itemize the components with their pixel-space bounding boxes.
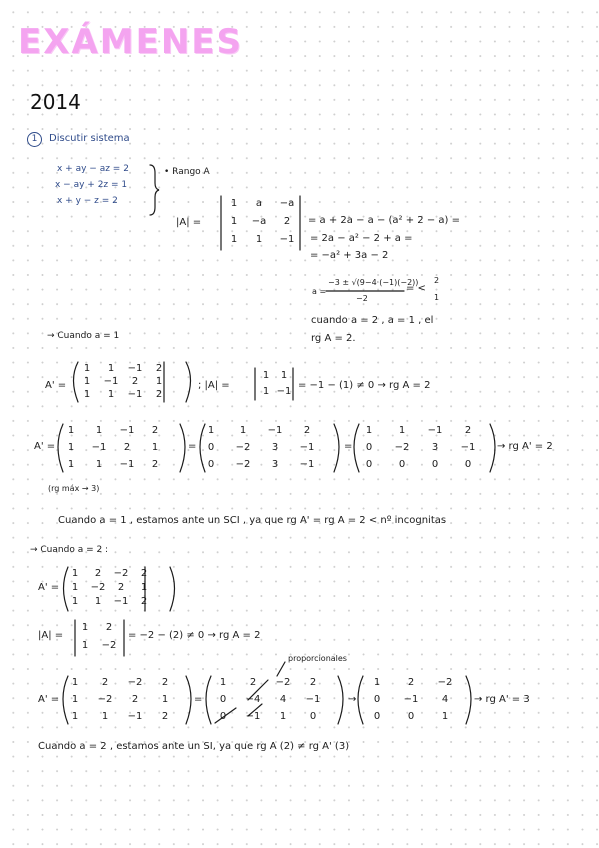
det-a-expansion-1: = a + 2a − a − (a² + 2 − a) =	[308, 215, 460, 226]
case1-equals-2: =	[344, 441, 353, 452]
det-a-cell: 1	[230, 234, 238, 245]
matrix-cell: 0	[207, 459, 215, 470]
matrix-cell: 1	[67, 459, 75, 470]
matrix-cell: 1	[151, 442, 159, 453]
matrix-cell: −2	[437, 677, 453, 688]
crossout-1	[248, 680, 268, 700]
matrix-cell: 0	[373, 711, 381, 722]
matrix-cell: 2	[464, 425, 472, 436]
det-a-cell: 1	[230, 216, 238, 227]
matrix-cell: 2	[303, 425, 311, 436]
rank-conclusion-1: cuando a = 2 , a = 1 , el	[311, 315, 434, 326]
equation-2: x − ay + 2z = 1	[55, 180, 128, 190]
matrix-cell: 1	[155, 376, 163, 387]
matrix-cell: 3	[271, 442, 279, 453]
matrix-cell: 2	[151, 425, 159, 436]
matrix-cell: −1	[299, 459, 315, 470]
matrix-cell: 2	[161, 711, 169, 722]
matrix-cell: 2	[151, 459, 159, 470]
case1-m3-paren-left	[354, 424, 359, 472]
case2-aug-label: A' =	[38, 582, 60, 593]
case1-m3-paren-right	[490, 424, 495, 472]
case2-aug-paren-left	[64, 567, 69, 611]
equation-1: x + ay − az = 2	[57, 164, 129, 174]
case2-conclusion: Cuando a = 2 , estamos ante un SI, ya que rg A (2) ≠ rg A' (3)	[38, 741, 350, 752]
matrix-cell: 1	[83, 376, 91, 387]
matrix-cell: 1	[140, 582, 148, 593]
matrix-cell: −1	[103, 376, 119, 387]
matrix-cell: −1	[299, 442, 315, 453]
det-a-label: |A| =	[176, 217, 202, 228]
quadratic-root-2: 1	[434, 293, 440, 302]
matrix-cell: −1	[276, 386, 292, 397]
matrix-cell: 1	[83, 389, 91, 400]
matrix-cell: 0	[309, 711, 317, 722]
det-a-cell: 1	[255, 234, 263, 245]
matrix-cell: 1	[81, 622, 89, 633]
det-a-expansion-2: = 2a − a² − 2 + a =	[310, 233, 413, 244]
case1-conclusion: Cuando a = 1 , estamos ante un SCI , ya que rg A' = rg A = 2 < nº incognitas	[58, 515, 447, 526]
matrix-cell: 2	[140, 568, 148, 579]
case1-heading: → Cuando a = 1	[47, 331, 120, 341]
matrix-cell: −1	[119, 459, 135, 470]
proportional-annotation: proporcionales	[288, 654, 347, 663]
crossout-3	[215, 708, 236, 723]
matrix-cell: 2	[131, 376, 139, 387]
case2-reduction-label: A' =	[38, 694, 60, 705]
matrix-cell: −1	[127, 711, 143, 722]
matrix-cell: 0	[464, 459, 472, 470]
rango-label: • Rango A	[164, 167, 210, 177]
matrix-cell: 0	[398, 459, 406, 470]
matrix-cell: 1	[71, 582, 79, 593]
system-brace	[150, 165, 159, 215]
matrix-cell: 0	[365, 442, 373, 453]
matrix-cell: 0	[365, 459, 373, 470]
matrix-cell: 2	[155, 363, 163, 374]
det-a-cell: −a	[251, 216, 267, 227]
matrix-cell: −2	[235, 459, 251, 470]
matrix-cell: −1	[127, 389, 143, 400]
matrix-cell: −2	[235, 442, 251, 453]
matrix-cell: 4	[441, 694, 449, 705]
matrix-cell: 1	[95, 459, 103, 470]
matrix-cell: 2	[249, 677, 257, 688]
case1-minor-result: = −1 − (1) ≠ 0 → rg A = 2	[298, 380, 431, 391]
matrix-cell: −4	[245, 694, 261, 705]
case1-aug-paren-left	[74, 362, 79, 402]
page-title: EXÁMENES	[18, 22, 243, 62]
matrix-cell: 1	[262, 370, 270, 381]
matrix-cell: 1	[81, 640, 89, 651]
matrix-cell: 1	[71, 677, 79, 688]
matrix-cell: −1	[119, 425, 135, 436]
proportional-pointer	[277, 662, 285, 676]
matrix-cell: 1	[95, 425, 103, 436]
matrix-cell: 1	[71, 568, 79, 579]
matrix-cell: 2	[94, 568, 102, 579]
matrix-cell: 1	[67, 442, 75, 453]
matrix-cell: 2	[105, 622, 113, 633]
matrix-cell: 0	[207, 442, 215, 453]
matrix-cell: 1	[279, 711, 287, 722]
matrix-cell: −2	[101, 640, 117, 651]
matrix-cell: −2	[113, 568, 129, 579]
matrix-cell: −2	[394, 442, 410, 453]
matrix-cell: 1	[280, 370, 288, 381]
matrix-cell: −1	[245, 711, 261, 722]
det-a-cell: 2	[283, 216, 291, 227]
case1-m1-paren-left	[58, 424, 63, 472]
year-heading: 2014	[30, 90, 81, 114]
problem-number-badge: 1	[27, 132, 42, 147]
matrix-cell: 0	[219, 694, 227, 705]
matrix-cell: −1	[403, 694, 419, 705]
case1-minor-label: ; |A| =	[198, 380, 230, 391]
det-a-cell: 1	[230, 198, 238, 209]
quadratic-lhs: a =	[312, 287, 327, 296]
matrix-cell: −2	[275, 677, 291, 688]
matrix-cell: −1	[113, 596, 129, 607]
matrix-cell: 1	[71, 711, 79, 722]
matrix-cell: −2	[90, 582, 106, 593]
case1-m2-paren-left	[200, 424, 205, 472]
det-a-cell: a	[255, 198, 263, 209]
matrix-cell: −2	[97, 694, 113, 705]
matrix-cell: 2	[155, 389, 163, 400]
matrix-cell: 0	[431, 459, 439, 470]
case1-aug-label: A' =	[45, 380, 67, 391]
matrix-cell: 1	[239, 425, 247, 436]
matrix-cell: −1	[127, 363, 143, 374]
case2-minor-result: = −2 − (2) ≠ 0 → rg A = 2	[128, 630, 261, 641]
det-a-cell: −1	[279, 234, 295, 245]
matrix-cell: 3	[271, 459, 279, 470]
matrix-cell: 2	[161, 677, 169, 688]
case2-minor-label: |A| =	[38, 630, 64, 641]
matrix-cell: 4	[279, 694, 287, 705]
problem-heading: Discutir sistema	[49, 133, 130, 144]
matrix-cell: 1	[67, 425, 75, 436]
matrix-cell: 1	[94, 596, 102, 607]
matrix-cell: 1	[207, 425, 215, 436]
matrix-cell: 1	[71, 694, 79, 705]
matrix-cell: −1	[305, 694, 321, 705]
case2-equals: =	[194, 694, 203, 705]
case1-rank-result: → rg A' = 2	[497, 441, 553, 452]
matrix-cell: 2	[140, 596, 148, 607]
matrix-cell: 1	[398, 425, 406, 436]
case2-m2-paren-left	[206, 676, 211, 724]
matrix-cell: 1	[83, 363, 91, 374]
case1-note: (rg máx → 3)	[48, 484, 100, 493]
case1-m2-paren-right	[334, 424, 339, 472]
case2-m1-paren-left	[63, 676, 68, 724]
det-a-cell: −a	[279, 198, 295, 209]
crossout-2	[248, 704, 262, 716]
matrix-cell: 0	[219, 711, 227, 722]
case1-equals-1: =	[188, 441, 197, 452]
matrix-cell: 3	[431, 442, 439, 453]
matrix-cell: 2	[101, 677, 109, 688]
case2-m3-paren-right	[466, 676, 471, 724]
matrix-cell: 0	[407, 711, 415, 722]
quadratic-root-1: 2	[434, 276, 440, 285]
matrix-cell: 1	[219, 677, 227, 688]
case2-heading: → Cuando a = 2 :	[30, 545, 109, 555]
case2-aug-paren-right	[170, 567, 175, 611]
matrix-cell: 2	[407, 677, 415, 688]
matrix-cell: 1	[107, 389, 115, 400]
matrix-cell: 2	[117, 582, 125, 593]
matrix-cell: 1	[161, 694, 169, 705]
matrix-cell: 2	[123, 442, 131, 453]
case2-m2-paren-right	[338, 676, 343, 724]
det-a-expansion-3: = −a² + 3a − 2	[310, 250, 389, 261]
matrix-cell: 1	[107, 363, 115, 374]
matrix-cell: 1	[365, 425, 373, 436]
matrix-cell: −1	[427, 425, 443, 436]
case1-m1-paren-right	[180, 424, 185, 472]
rank-conclusion-2: rg A = 2.	[311, 333, 356, 344]
quadratic-numerator: −3 ± √(9−4·(−1)(−2))	[328, 278, 419, 287]
matrix-cell: −1	[460, 442, 476, 453]
case2-rank-result: → rg A' = 3	[474, 694, 530, 705]
matrix-cell: 2	[131, 694, 139, 705]
quadratic-denominator: −2	[356, 294, 368, 303]
matrix-cell: 1	[441, 711, 449, 722]
matrix-cell: 1	[101, 711, 109, 722]
matrix-cell: −1	[267, 425, 283, 436]
case2-arrow: →	[348, 694, 357, 705]
matrix-cell: 2	[309, 677, 317, 688]
matrix-cell: −1	[91, 442, 107, 453]
matrix-cell: 0	[373, 694, 381, 705]
matrix-cell: −2	[127, 677, 143, 688]
matrix-cell: 1	[262, 386, 270, 397]
case1-reduction-label: A' =	[34, 441, 56, 452]
case2-m1-paren-right	[186, 676, 191, 724]
case2-m3-paren-left	[358, 676, 363, 724]
case1-aug-paren-right	[186, 362, 191, 402]
matrix-cell: 1	[71, 596, 79, 607]
equation-3: x + y − z = 2	[57, 196, 118, 206]
matrix-cell: 1	[373, 677, 381, 688]
quadratic-result: = <	[406, 283, 426, 294]
